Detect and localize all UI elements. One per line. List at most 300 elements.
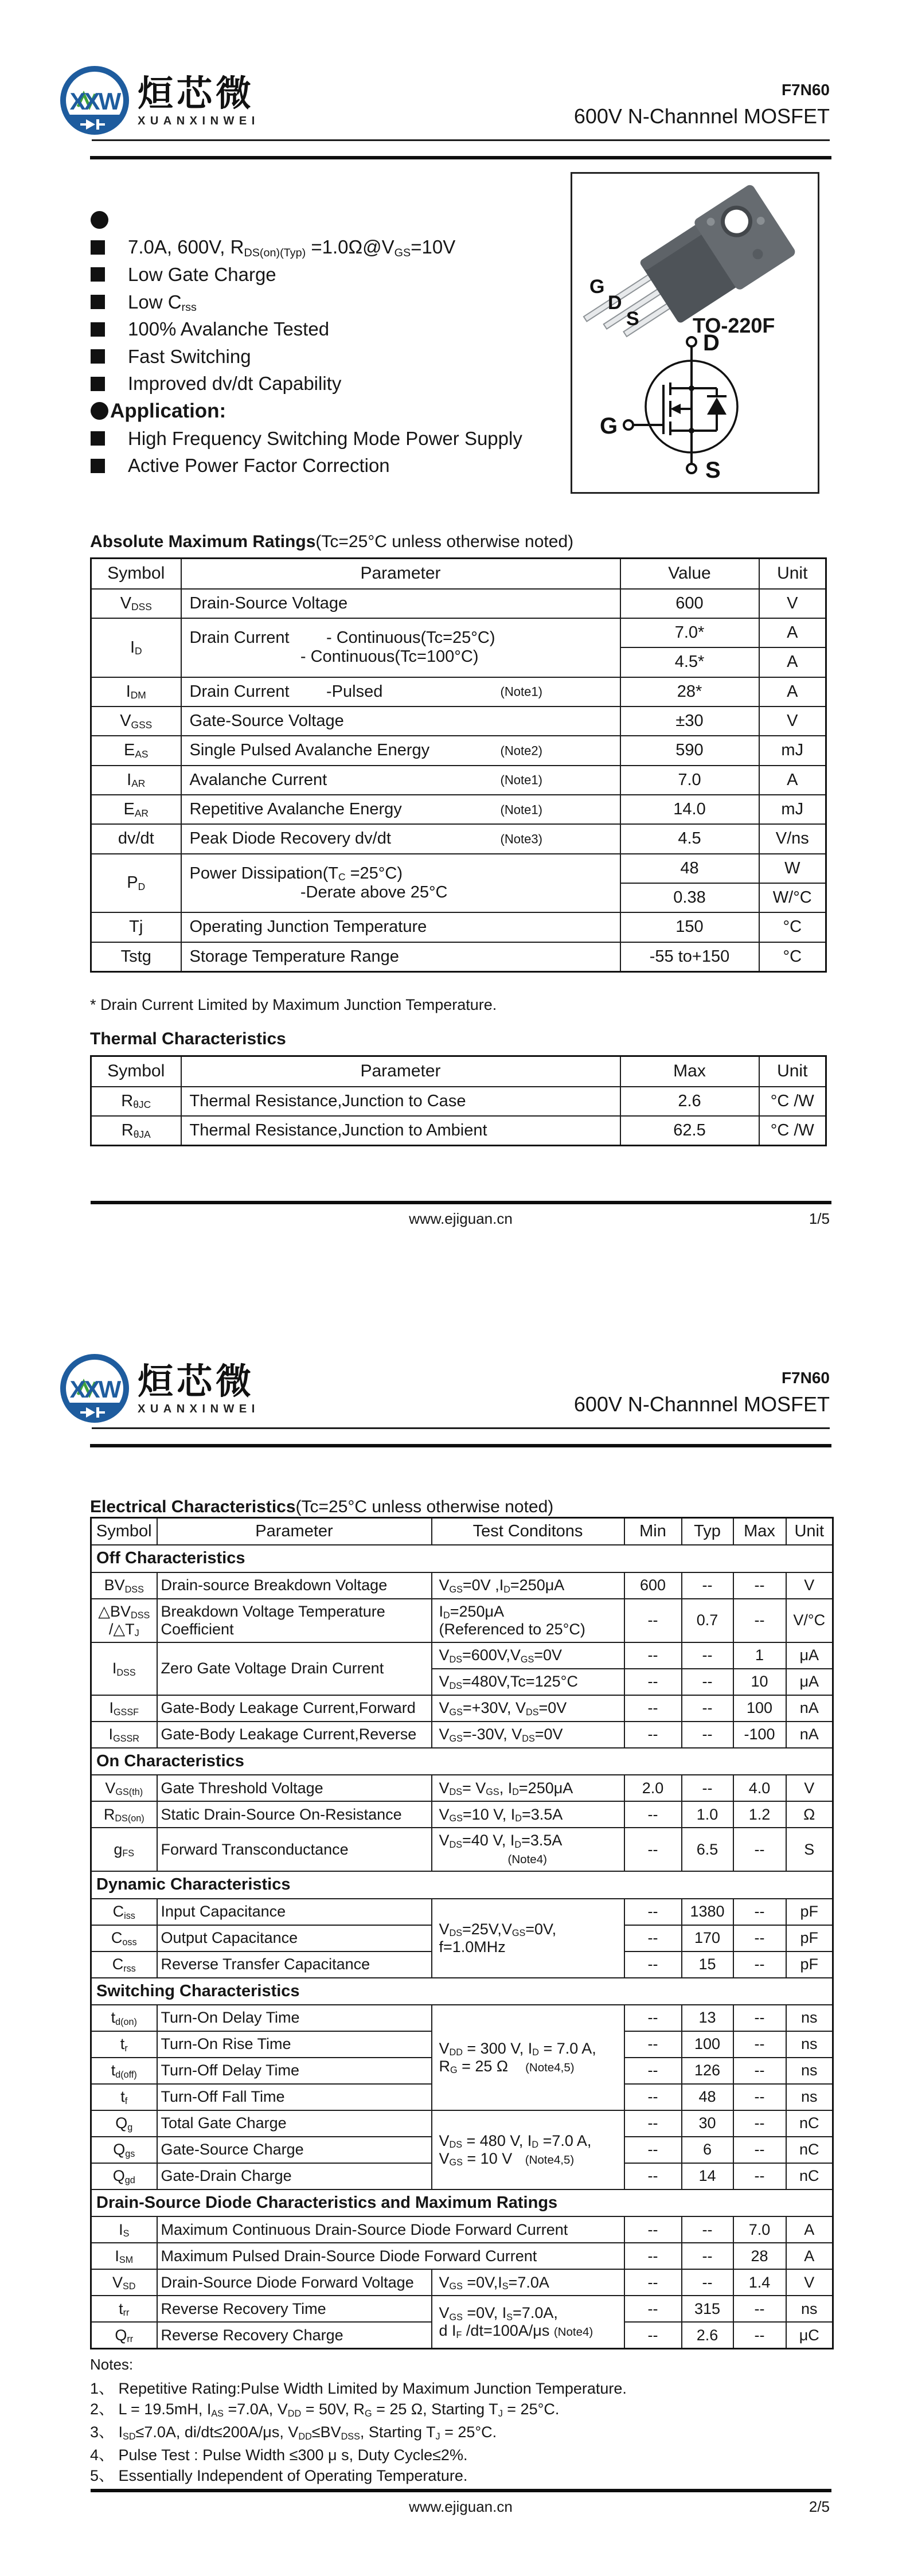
application-heading	[91, 397, 561, 425]
elec-cell: $Q_{rr}$	[91, 2322, 157, 2349]
elec-cell: --	[624, 1828, 682, 1871]
logo-monogram: XXW	[69, 1376, 120, 1403]
elec-cell: Zero Gate Voltage Drain Current	[157, 1642, 432, 1695]
abs-max-cell: $V_{DSS}$	[91, 589, 181, 618]
thermal-cell: °C /W	[759, 1116, 826, 1146]
abs-max-cell: A	[759, 618, 826, 647]
elec-header: Symbol	[91, 1518, 157, 1545]
elec-cell: A	[786, 2216, 833, 2243]
elec-cell: $g_{FS}$	[91, 1828, 157, 1871]
elec-cell: --	[682, 1775, 733, 1801]
elec-cell: $t_f$	[91, 2084, 157, 2110]
elec-row	[91, 1572, 833, 1599]
abs-max-row	[91, 824, 826, 853]
brand-name-en: XUANXINWEI	[138, 1402, 260, 1415]
elec-cell: --	[733, 1925, 786, 1951]
elec-cell: --	[733, 2031, 786, 2058]
elec-cell: -100	[733, 1722, 786, 1748]
part-subtitle: 600V N-Channnel MOSFET	[573, 104, 830, 128]
page-number: 1/5	[809, 1210, 830, 1227]
elec-cell: $C_{iss}$	[91, 1899, 157, 1925]
elec-header: Parameter	[157, 1518, 432, 1545]
elec-cell: V	[786, 2269, 833, 2296]
abs-max-cell: $I_{AR}$	[91, 766, 181, 795]
abs-max-cell: Avalanche Current (Note1)	[181, 766, 620, 795]
page-footer	[92, 1210, 830, 1228]
abs-max-cell: 600	[620, 589, 759, 618]
elec-row	[91, 1801, 833, 1828]
circle-bullet-icon	[91, 402, 108, 420]
brand-name-en: XUANXINWEI	[138, 114, 260, 127]
elec-cell: --	[733, 2137, 786, 2163]
part-number: F7N60	[781, 1369, 830, 1387]
elec-cell: ns	[786, 2296, 833, 2322]
elec-cell: 4.0	[733, 1775, 786, 1801]
abs-max-cell: $P_D$	[91, 854, 181, 913]
features-list	[91, 206, 561, 479]
elec-cell: --	[733, 1828, 786, 1871]
pin-label-g: G	[589, 276, 605, 298]
elec-cell: --	[624, 1801, 682, 1828]
elec-cell: 1.0	[682, 1801, 733, 1828]
elec-title	[90, 1497, 553, 1517]
elec-cell: --	[733, 1899, 786, 1925]
elec-cell: V	[786, 1572, 833, 1599]
thermal-cell: Thermal Resistance,Junction to Case	[181, 1087, 620, 1116]
abs-max-cell: $V_{GSS}$	[91, 707, 181, 736]
abs-max-cell: $I_{DM}$	[91, 677, 181, 707]
thermal-cell: $R_{\theta JA}$	[91, 1116, 181, 1146]
square-bullet-icon	[91, 459, 105, 473]
elec-cell: Gate-Body Leakage Current,Forward	[157, 1695, 432, 1722]
abs-max-cell: Drain Current -Pulsed (Note1)	[181, 677, 620, 707]
elec-cell: --	[682, 2269, 733, 2296]
header-rule-thin	[92, 139, 830, 141]
logo-monogram: XXW	[69, 88, 120, 115]
list-item	[91, 452, 561, 479]
elec-cell: Total Gate Charge	[157, 2110, 432, 2137]
abs-max-cell: Single Pulsed Avalanche Energy (Note2)	[181, 736, 620, 765]
elec-cell: ns	[786, 2084, 833, 2110]
page-2	[0, 1288, 910, 2576]
elec-cell: Turn-On Delay Time	[157, 2005, 432, 2031]
elec-cell: $V_{DS}=480V,Tc=125^\circ C$	[432, 1669, 624, 1695]
logo-text	[138, 75, 260, 127]
elec-cell: Drain-Source Diode Forward Voltage	[157, 2269, 432, 2296]
part-subtitle: 600V N-Channnel MOSFET	[573, 1392, 830, 1416]
header-rule-thick	[90, 1444, 831, 1447]
abs-max-cell: A	[759, 677, 826, 707]
elec-cell: --	[624, 1925, 682, 1951]
elec-cell: S	[786, 1828, 833, 1871]
thermal-title	[90, 1029, 286, 1049]
notes-block	[90, 2356, 778, 2486]
elec-cell: --	[682, 1695, 733, 1722]
elec-cell: --	[733, 2296, 786, 2322]
elec-row	[91, 1722, 833, 1748]
elec-cell: $I_{DSS}$	[91, 1642, 157, 1695]
thermal-header: Parameter	[181, 1056, 620, 1087]
feature-text: Fast Switching	[128, 345, 251, 367]
feature-text: Low $C_{rss}$	[128, 291, 197, 314]
elec-cell: 2.6	[682, 2322, 733, 2349]
elec-cell: nC	[786, 2163, 833, 2189]
elec-cell: --	[624, 1951, 682, 1978]
elec-cell: Off Characteristics	[91, 1545, 833, 1572]
elec-header: Unit	[786, 1518, 833, 1545]
abs-max-row	[91, 736, 826, 765]
abs-max-cell: $E_{AS}$	[91, 736, 181, 765]
note-item: 2、 L = 19.5mH, $I_{AS} =7.0A$, $V_{DD} = 50V$, $R_G = 25$ Ω, Starting $T_J = 25^\circ C$.	[90, 2401, 560, 2419]
elec-cell: $Q_{gs}$	[91, 2137, 157, 2163]
square-bullet-icon	[91, 431, 105, 446]
elec-cell: nC	[786, 2110, 833, 2137]
elec-cell: Gate-Body Leakage Current,Reverse	[157, 1722, 432, 1748]
elec-cell: $I_D=250\mu A$ (Referenced to 25°C)	[432, 1599, 624, 1642]
elec-cell: $V_{DS}= V_{GS}$, $I_D=250\mu A$	[432, 1775, 624, 1801]
elec-cell: On Characteristics	[91, 1748, 833, 1775]
elec-cell: --	[733, 2084, 786, 2110]
list-item	[91, 425, 561, 452]
abs-max-cell: -55 to+150	[620, 942, 759, 972]
elec-cell: 48	[682, 2084, 733, 2110]
elec-cell: $V_{DS}=600V,V_{GS}=0V$	[432, 1642, 624, 1669]
thermal-table	[90, 1055, 827, 1146]
elec-cell: --	[624, 2005, 682, 2031]
elec-cell: μA	[786, 1669, 833, 1695]
abs-max-cell: Peak Diode Recovery dv/dt (Note3)	[181, 824, 620, 853]
abs-max-row	[91, 942, 826, 972]
elec-cell: 14	[682, 2163, 733, 2189]
elec-cell: Reverse Recovery Charge	[157, 2322, 432, 2349]
elec-cell: $V_{GS}=-30V$, $V_{DS}=0V$	[432, 1722, 624, 1748]
elec-cell: μA	[786, 1642, 833, 1669]
abs-max-cell: V	[759, 589, 826, 618]
abs-max-cell: 4.5	[620, 824, 759, 853]
elec-cell: Gate Threshold Voltage	[157, 1775, 432, 1801]
elec-cell: 1	[733, 1642, 786, 1669]
elec-cell: --	[733, 1572, 786, 1599]
square-bullet-icon	[91, 377, 105, 391]
elec-row	[91, 2243, 833, 2269]
abs-max-row	[91, 589, 826, 618]
abs-max-row	[91, 854, 826, 883]
elec-cell: $C_{rss}$	[91, 1951, 157, 1978]
elec-cell: 126	[682, 2058, 733, 2084]
elec-cell: --	[624, 2031, 682, 2058]
abs-max-cell: Storage Temperature Range	[181, 942, 620, 972]
elec-cell: --	[682, 1572, 733, 1599]
abs-max-cell: 0.38	[620, 883, 759, 912]
elec-cell: 1380	[682, 1899, 733, 1925]
elec-cell: --	[733, 1599, 786, 1642]
logo-mark-icon	[57, 1352, 132, 1427]
section-title-text: Thermal Characteristics	[90, 1029, 286, 1048]
brand-name-cn: 烜芯微	[138, 74, 255, 114]
elec-cell: $I_{GSSR}$	[91, 1722, 157, 1748]
company-logo	[57, 64, 260, 139]
elec-cell: ns	[786, 2031, 833, 2058]
elec-row	[91, 1642, 833, 1669]
elec-cell: 1.2	[733, 1801, 786, 1828]
elec-cell: 6	[682, 2137, 733, 2163]
elec-cell: --	[624, 2296, 682, 2322]
elec-cell: $t_{rr}$	[91, 2296, 157, 2322]
elec-cell: 100	[682, 2031, 733, 2058]
elec-cell: --	[682, 1669, 733, 1695]
elec-cell: --	[624, 1695, 682, 1722]
elec-cell: --	[624, 2163, 682, 2189]
elec-cell: Static Drain-Source On-Resistance	[157, 1801, 432, 1828]
elec-row	[91, 1978, 833, 2005]
section-title-text: Absolute Maximum Ratings	[90, 532, 316, 551]
abs-max-cell: W/°C	[759, 883, 826, 912]
feature-text: 7.0A, 600V, $R_{DS(on)(Typ)}$ $=1.0\Omega@V_{GS}=10V$	[128, 236, 456, 259]
elec-cell: --	[682, 1722, 733, 1748]
elec-cell: --	[624, 2110, 682, 2137]
elec-cell: Switching Characteristics	[91, 1978, 833, 2005]
abs-max-cell: Power $Dissipation(T_C =25^\circ C)$ -Derate above 25°C	[181, 854, 620, 913]
elec-cell: 0.7	[682, 1599, 733, 1642]
thermal-header: Max	[620, 1056, 759, 1087]
elec-cell: --	[624, 2216, 682, 2243]
section-title-cond: (Tc=25°C unless otherwise noted)	[315, 532, 574, 551]
abs-max-table	[90, 557, 827, 973]
elec-cell: Turn-Off Delay Time	[157, 2058, 432, 2084]
thermal-cell: $R_{\theta JC}$	[91, 1087, 181, 1116]
abs-max-cell: °C	[759, 912, 826, 942]
application-title: Application:	[110, 399, 226, 422]
electrical-characteristics-table	[90, 1517, 834, 2349]
elec-cell: $I_S$	[91, 2216, 157, 2243]
abs-max-cell: ±30	[620, 707, 759, 736]
elec-cell: Maximum Continuous Drain-Source Diode Forward Current	[157, 2216, 624, 2243]
elec-cell: Reverse Recovery Time	[157, 2296, 432, 2322]
elec-row	[91, 2296, 833, 2322]
elec-cell: $V_{GS}=10$ V, $I_D=3.5A$	[432, 1801, 624, 1828]
elec-cell: $I_{GSSF}$	[91, 1695, 157, 1722]
elec-cell: 10	[733, 1669, 786, 1695]
elec-cell: --	[733, 2005, 786, 2031]
elec-cell: --	[624, 2269, 682, 2296]
elec-cell: Ω	[786, 1801, 833, 1828]
elec-cell: V/°C	[786, 1599, 833, 1642]
elec-cell: --	[682, 1642, 733, 1669]
elec-header: Typ	[682, 1518, 733, 1545]
list-item	[91, 370, 561, 398]
elec-cell: Reverse Transfer Capacitance	[157, 1951, 432, 1978]
abs-max-cell: Repetitive Avalanche Energy (Note1)	[181, 795, 620, 824]
feature-text: Low Gate Charge	[128, 263, 276, 285]
elec-cell: --	[733, 2058, 786, 2084]
elec-row	[91, 2269, 833, 2296]
brand-name-cn: 烜芯微	[138, 1362, 255, 1402]
abs-max-cell: 7.0	[620, 766, 759, 795]
elec-cell: $I_{SM}$	[91, 2243, 157, 2269]
elec-cell: $t_r$	[91, 2031, 157, 2058]
list-item	[91, 343, 561, 370]
square-bullet-icon	[91, 349, 105, 364]
page-footer	[92, 2498, 830, 2516]
abs-max-cell: °C	[759, 942, 826, 972]
feature-text: Improved dv/dt Capability	[128, 373, 342, 395]
thermal-row	[91, 1116, 826, 1146]
package-name: TO-220F	[693, 314, 775, 337]
elec-row	[91, 2005, 833, 2031]
note-item: 4、 Pulse Test : Pulse Width ≤300 μ s, Duty Cycle≤2%.	[90, 2446, 468, 2464]
abs-max-cell: 48	[620, 854, 759, 883]
elec-row	[91, 1899, 833, 1925]
abs-max-cell: Tstg	[91, 942, 181, 972]
doc-title-block	[574, 81, 830, 127]
abs-max-cell: dv/dt	[91, 824, 181, 853]
part-number: F7N60	[781, 81, 830, 99]
elec-cell: $V_{DS} = 480$ V, $I_D =7.0$ A, $V_{GS} = 10$ V (Note4,5)	[432, 2110, 624, 2189]
elec-cell: 1.4	[733, 2269, 786, 2296]
elec-cell: --	[624, 2243, 682, 2269]
elec-cell: 600	[624, 1572, 682, 1599]
header-rule-thin	[92, 1427, 830, 1429]
elec-cell: $t_{d(on)}$	[91, 2005, 157, 2031]
elec-cell: Forward Transconductance	[157, 1828, 432, 1871]
elec-cell: $V_{GS} =0V$, $I_S=7.0A$, d $I_F$ /dt=100A/μs (Note4)	[432, 2296, 624, 2349]
thermal-row	[91, 1087, 826, 1116]
elec-row	[91, 1775, 833, 1801]
abs-max-cell: $E_{AR}$	[91, 795, 181, 824]
notes-title: Notes:	[90, 2356, 134, 2373]
circle-bullet-icon	[91, 211, 108, 229]
elec-cell: --	[733, 2322, 786, 2349]
symbol-drain-label: D	[703, 333, 720, 356]
logo-text	[138, 1363, 260, 1415]
abs-max-cell: $I_D$	[91, 618, 181, 677]
elec-row	[91, 1748, 833, 1775]
footer-rule	[91, 1201, 831, 1204]
elec-cell: ns	[786, 2058, 833, 2084]
elec-cell: ns	[786, 2005, 833, 2031]
elec-cell: --	[624, 1599, 682, 1642]
list-item	[91, 206, 561, 234]
elec-cell: $V_{GS}=+30V$, $V_{DS}=0V$	[432, 1695, 624, 1722]
elec-cell: --	[624, 2322, 682, 2349]
abs-max-row	[91, 766, 826, 795]
section-title-cond: (Tc=25°C unless otherwise noted)	[295, 1497, 554, 1516]
elec-cell: nA	[786, 1722, 833, 1748]
abs-max-cell: V	[759, 707, 826, 736]
elec-row	[91, 2110, 833, 2137]
elec-row	[91, 2216, 833, 2243]
elec-cell: 7.0	[733, 2216, 786, 2243]
elec-cell: --	[733, 2163, 786, 2189]
application-text: High Frequency Switching Mode Power Supply	[128, 427, 522, 449]
thermal-cell: Thermal Resistance,Junction to Ambient	[181, 1116, 620, 1146]
abs-max-row	[91, 912, 826, 942]
elec-row	[91, 1545, 833, 1572]
elec-cell: 28	[733, 2243, 786, 2269]
elec-cell: --	[624, 1722, 682, 1748]
elec-cell: Maximum Pulsed Drain-Source Diode Forward Current	[157, 2243, 624, 2269]
abs-max-title	[90, 532, 573, 552]
square-bullet-icon	[91, 240, 105, 255]
elec-cell: --	[624, 1669, 682, 1695]
header-rule-thick	[90, 156, 831, 159]
elec-cell: $Q_g$	[91, 2110, 157, 2137]
abs-max-cell: 7.0*	[620, 618, 759, 647]
elec-cell: --	[624, 2058, 682, 2084]
elec-cell: --	[624, 1642, 682, 1669]
abs-max-cell: 4.5*	[620, 647, 759, 677]
abs-max-row	[91, 677, 826, 707]
abs-max-header: Value	[620, 559, 759, 589]
abs-max-cell: W	[759, 854, 826, 883]
package-figure-box	[571, 172, 819, 494]
list-item	[91, 288, 561, 316]
elec-cell: Dynamic Characteristics	[91, 1871, 833, 1898]
note-item: 1、 Repetitive Rating:Pulse Width Limited by Maximum Junction Temperature.	[90, 2380, 627, 2397]
elec-cell: μC	[786, 2322, 833, 2349]
elec-cell: pF	[786, 1925, 833, 1951]
elec-cell: Drain-source Breakdown Voltage	[157, 1572, 432, 1599]
elec-cell: Drain-Source Diode Characteristics and Maximum Ratings	[91, 2189, 833, 2216]
company-logo	[57, 1352, 260, 1427]
elec-cell: --	[682, 2216, 733, 2243]
elec-header: Max	[733, 1518, 786, 1545]
section-title-text: Electrical Characteristics	[90, 1497, 296, 1516]
elec-cell: 6.5	[682, 1828, 733, 1871]
elec-cell: pF	[786, 1899, 833, 1925]
abs-max-cell: Operating Junction Temperature	[181, 912, 620, 942]
thermal-header: Symbol	[91, 1056, 181, 1087]
elec-cell: 315	[682, 2296, 733, 2322]
abs-footnote: * Drain Current Limited by Maximum Junction Temperature.	[90, 996, 497, 1013]
abs-max-row	[91, 795, 826, 824]
abs-max-cell: Drain-Source Voltage	[181, 589, 620, 618]
elec-cell: $V_{DD} = 300$ V, $I_D = 7.0$ A, $R_G = 25$ Ω (Note4,5)	[432, 2005, 624, 2110]
logo-mark-icon	[57, 64, 132, 139]
elec-cell: $R_{DS(on)}$	[91, 1801, 157, 1828]
elec-cell: A	[786, 2243, 833, 2269]
elec-cell: $V_{DS}=40$ V, $I_D=3.5A$ (Note4)	[432, 1828, 624, 1871]
elec-cell: $V_{GS}=0V$ $,I_D=250\mu A$	[432, 1572, 624, 1599]
abs-max-row	[91, 618, 826, 647]
feature-text: 100% Avalanche Tested	[128, 318, 330, 340]
application-text: Active Power Factor Correction	[128, 455, 390, 477]
elec-cell: Breakdown Voltage Temperature Coefficient	[157, 1599, 432, 1642]
elec-cell: $V_{GS(th)}$	[91, 1775, 157, 1801]
footer-url: www.ejiguan.cn	[409, 1210, 513, 1227]
elec-cell: $V_{DS}=25V,V_{GS}=0V$, f=1.0MHz	[432, 1899, 624, 1978]
page-number: 2/5	[809, 2498, 830, 2515]
abs-max-cell: 28*	[620, 677, 759, 707]
elec-cell: Turn-Off Fall Time	[157, 2084, 432, 2110]
elec-cell: Output Capacitance	[157, 1925, 432, 1951]
pin-label-d: D	[608, 292, 622, 314]
thermal-cell: 62.5	[620, 1116, 759, 1146]
list-item	[91, 261, 561, 288]
note-item: 3、 $I_{SD}\le 7.0A$, di/dt≤200A/μs, $V_{DD}\le BV_{DSS}$, Starting $T_J = 25^\circ C$.	[90, 2423, 497, 2442]
elec-cell: 2.0	[624, 1775, 682, 1801]
mosfet-symbol-diagram	[594, 333, 772, 483]
abs-max-cell: A	[759, 766, 826, 795]
elec-row	[91, 1599, 833, 1642]
abs-max-cell: V/ns	[759, 824, 826, 853]
elec-cell: Gate-Drain Charge	[157, 2163, 432, 2189]
elec-row	[91, 1871, 833, 1898]
pin-label-s: S	[626, 308, 639, 330]
elec-cell: $C_{oss}$	[91, 1925, 157, 1951]
abs-max-cell: Tj	[91, 912, 181, 942]
note-item: 5、 Essentially Independent of Operating Temperature.	[90, 2467, 468, 2484]
